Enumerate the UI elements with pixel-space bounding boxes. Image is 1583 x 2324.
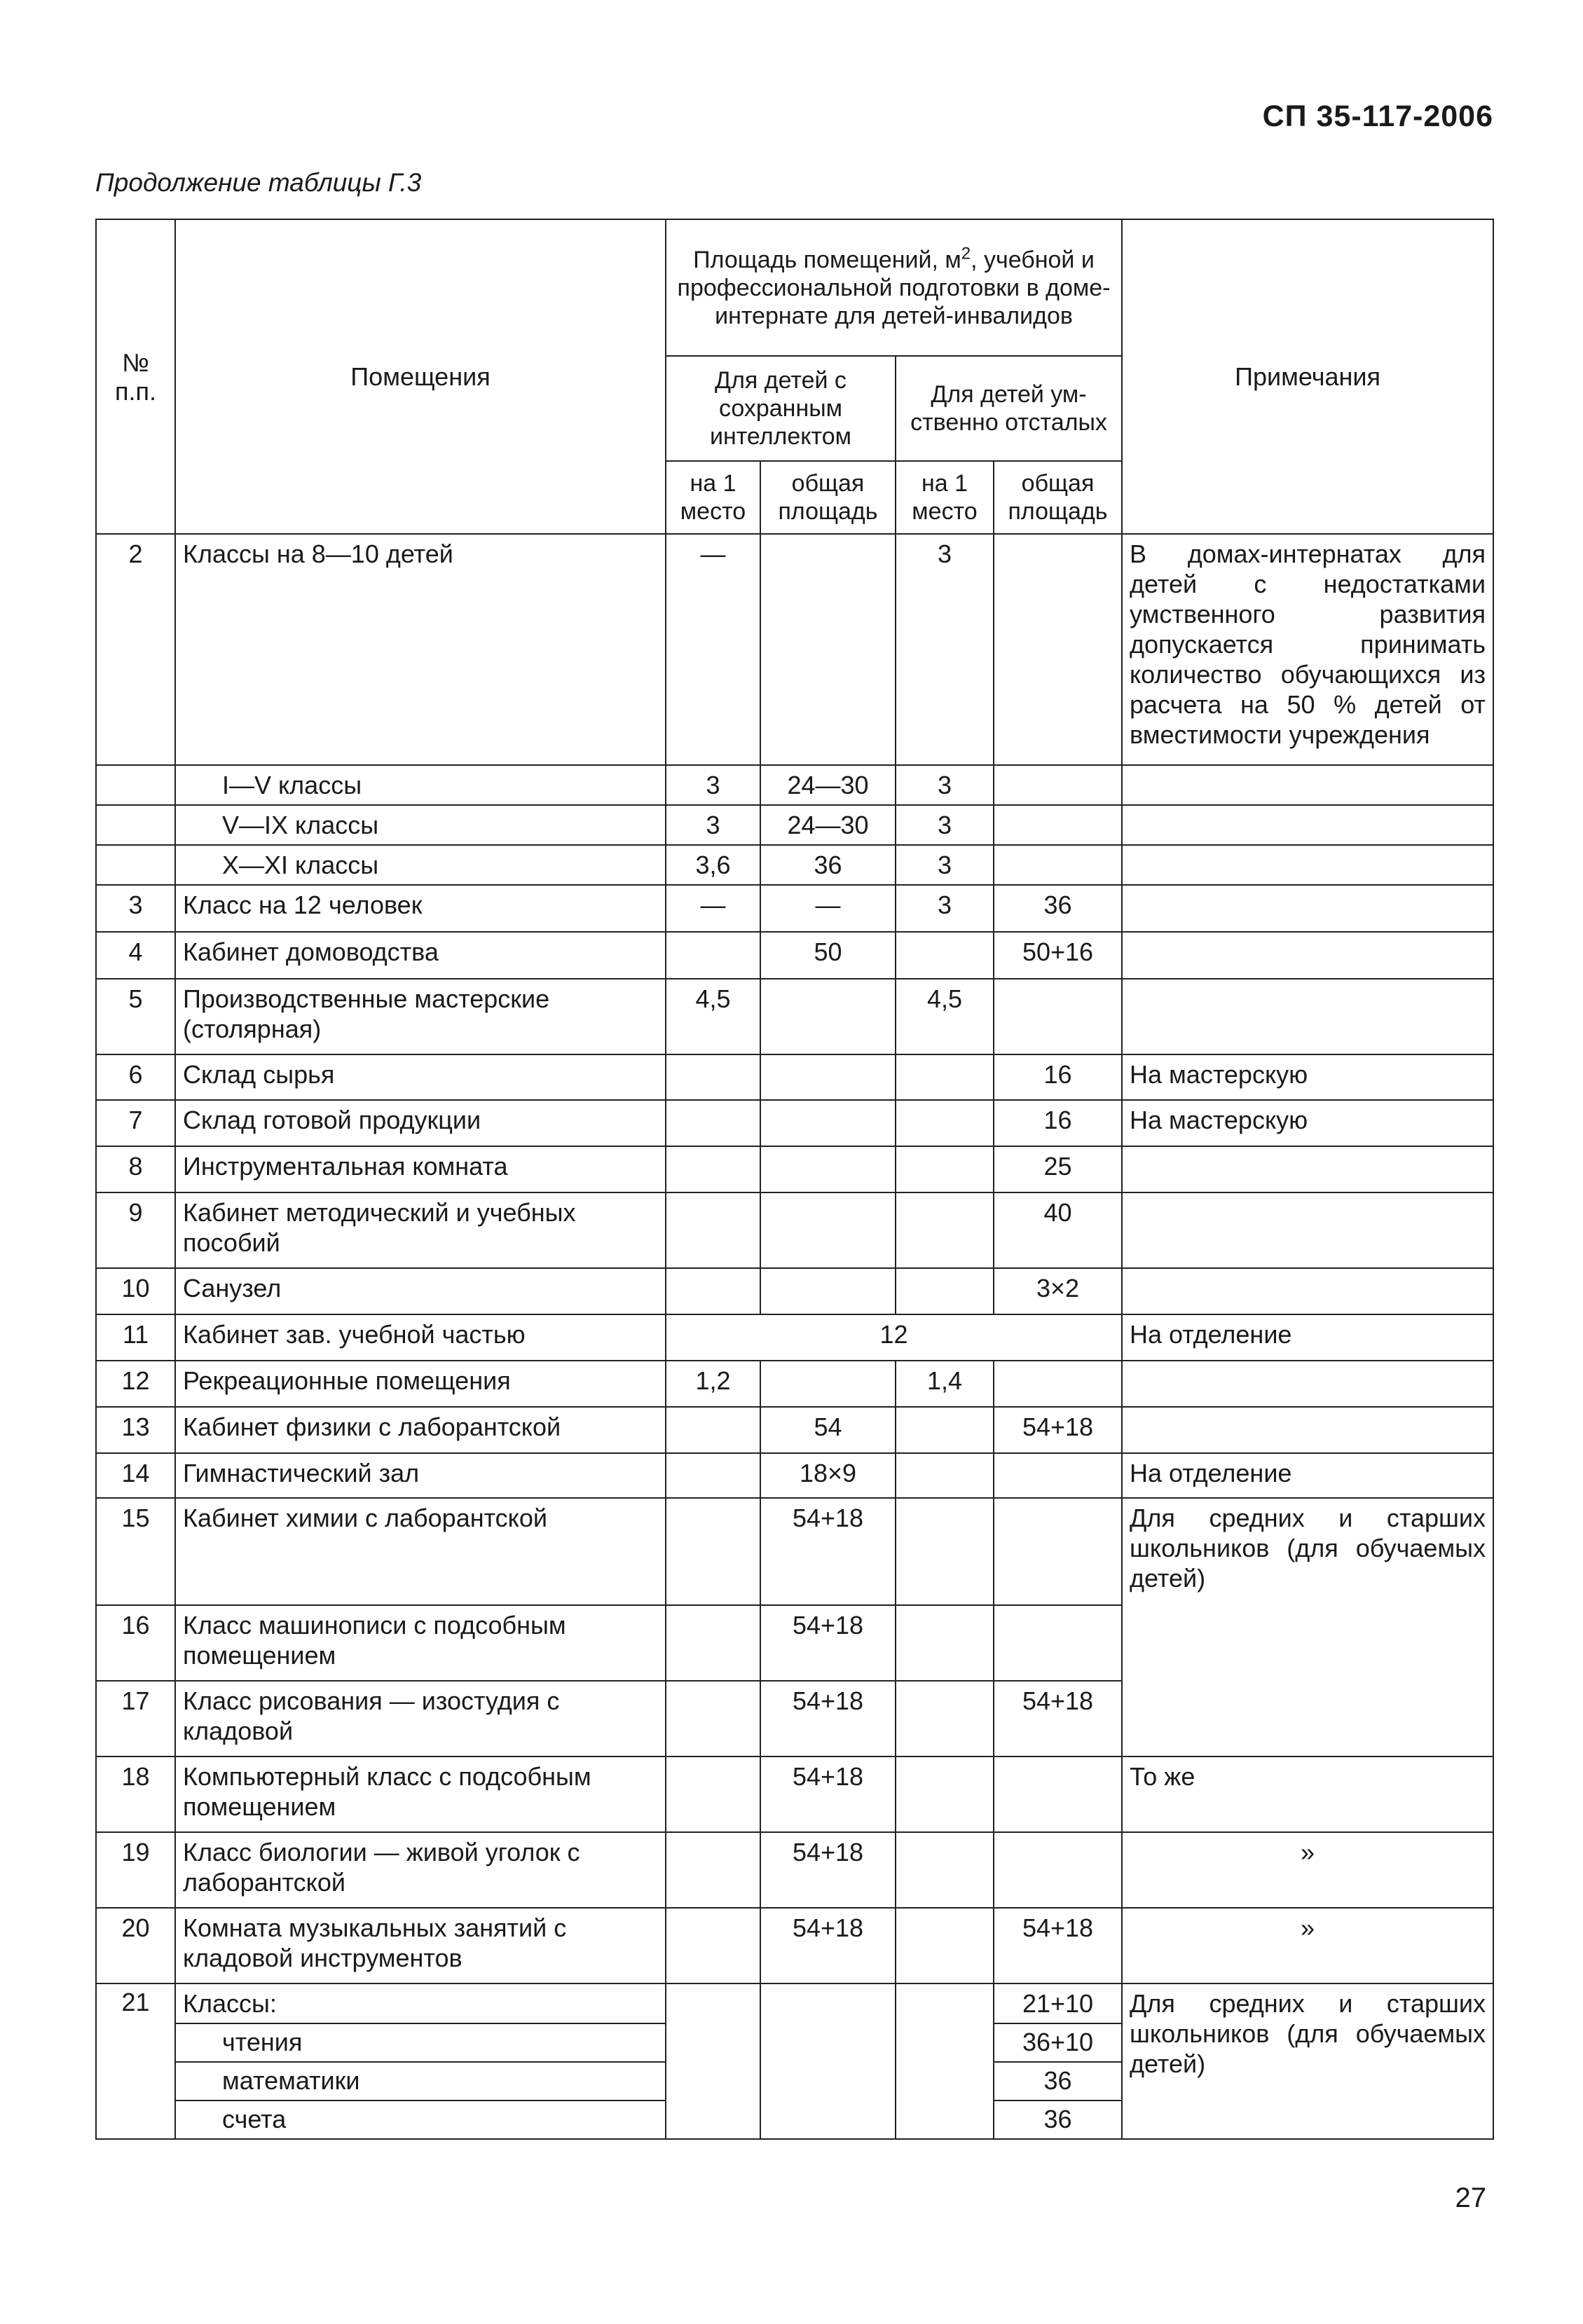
table-row [96, 1983, 1493, 2023]
cell-g2-per-place [896, 1908, 994, 1983]
cell-g2-total [994, 1453, 1122, 1498]
cell-g2-per-place [896, 1605, 994, 1681]
cell-note [1122, 1192, 1493, 1268]
cell-num [96, 805, 175, 845]
cell-g1-per-place [666, 1832, 760, 1908]
header-g2-per-place: на 1 место [896, 461, 994, 534]
table-row [96, 1832, 1493, 1908]
cell-g2-per-place [896, 1983, 994, 2139]
header-rooms: Помещения [175, 219, 666, 534]
cell-note [1122, 932, 1493, 979]
cell-g1-total [760, 1146, 896, 1192]
cell-num: 10 [96, 1268, 175, 1314]
header-area-sup: 2 [961, 244, 971, 263]
cell-room: X—XI классы [175, 845, 666, 885]
cell-num: 4 [96, 932, 175, 979]
cell-g1-total: 54+18 [760, 1498, 896, 1605]
cell-g2-total: 16 [994, 1100, 1122, 1146]
cell-room: Компьютерный класс с подсобным помещением [175, 1756, 666, 1832]
cell-g2-total [994, 765, 1122, 805]
cell-num: 6 [96, 1054, 175, 1100]
cell-room: Кабинет химии с лаборантской [175, 1498, 666, 1605]
cell-num: 19 [96, 1832, 175, 1908]
cell-g1-per-place: — [666, 534, 760, 765]
cell-g2-per-place [896, 1453, 994, 1498]
cell-room: Класс на 12 человек [175, 885, 666, 932]
cell-g1-total [760, 1100, 896, 1146]
cell-g2-total: 16 [994, 1054, 1122, 1100]
cell-note: На мастерскую [1122, 1100, 1493, 1146]
cell-room: Класс биологии — живой уголок с лаборантской [175, 1832, 666, 1908]
cell-g1-total: 24—30 [760, 805, 896, 845]
cell-num: 7 [96, 1100, 175, 1146]
cell-g2-per-place [896, 1268, 994, 1314]
cell-g2-per-place: 3 [896, 885, 994, 932]
cell-merged-area: 12 [666, 1314, 1122, 1361]
cell-num: 8 [96, 1146, 175, 1192]
cell-num: 15 [96, 1498, 175, 1605]
cell-g1-total: 50 [760, 932, 896, 979]
cell-g2-per-place [896, 1054, 994, 1100]
cell-g2-total: 54+18 [994, 1908, 1122, 1983]
table-row [96, 1361, 1493, 1407]
cell-room: Классы на 8—10 детей [175, 534, 666, 765]
cell-g1-per-place [666, 1192, 760, 1268]
cell-g1-per-place [666, 1605, 760, 1681]
header-g1-total-area: общая площадь [760, 461, 896, 534]
cell-room: Санузел [175, 1268, 666, 1314]
header-g2-total-area: общая площадь [994, 461, 1122, 534]
cell-g1-total: 54+18 [760, 1605, 896, 1681]
cell-g1-per-place: 1,2 [666, 1361, 760, 1407]
rooms-area-table [95, 219, 1494, 2140]
cell-g1-per-place: 3,6 [666, 845, 760, 885]
cell-g2-total: 36 [994, 2062, 1122, 2100]
cell-g2-per-place: 4,5 [896, 979, 994, 1054]
table-row [96, 932, 1493, 979]
cell-g2-total: 36 [994, 2100, 1122, 2139]
table-row [96, 1314, 1493, 1361]
cell-g1-per-place [666, 1054, 760, 1100]
cell-note [1122, 765, 1493, 805]
cell-g2-per-place [896, 1498, 994, 1605]
cell-g2-per-place: 3 [896, 805, 994, 845]
cell-num: 13 [96, 1407, 175, 1453]
table-row [96, 1146, 1493, 1192]
cell-g2-total: 40 [994, 1192, 1122, 1268]
cell-g1-per-place [666, 1908, 760, 1983]
header-area-text-b: , учебной и профессиональной подготовки в доме-интернате для детей-инвалидов [677, 246, 1111, 329]
cell-note: Для средних и старших школьников (для обучаемых детей) [1122, 1498, 1493, 1756]
cell-room: Гимнастический зал [175, 1453, 666, 1498]
cell-g2-per-place: 3 [896, 765, 994, 805]
table-row [96, 1498, 1493, 1605]
table-row [96, 885, 1493, 932]
header-group-retarded: Для детей ум-ственно отсталых [896, 356, 1122, 461]
table-row [96, 1908, 1493, 1983]
cell-g2-per-place [896, 1192, 994, 1268]
cell-g2-total [994, 845, 1122, 885]
cell-g2-total [994, 1605, 1122, 1681]
cell-g1-per-place [666, 1983, 760, 2139]
cell-num: 20 [96, 1908, 175, 1983]
cell-g1-total [760, 534, 896, 765]
cell-g2-per-place [896, 1100, 994, 1146]
cell-g2-total [994, 1756, 1122, 1832]
cell-room: Кабинет методический и учебных пособий [175, 1192, 666, 1268]
header-area-text-a: Площадь помещений, м [693, 246, 961, 273]
cell-g2-per-place [896, 932, 994, 979]
cell-g2-total [994, 534, 1122, 765]
cell-g2-per-place [896, 1146, 994, 1192]
table-caption: Продолжение таблицы Г.3 [95, 168, 422, 197]
cell-g1-per-place: 3 [666, 765, 760, 805]
cell-note [1122, 845, 1493, 885]
cell-num: 3 [96, 885, 175, 932]
cell-g2-total [994, 805, 1122, 845]
table-row [96, 1453, 1493, 1498]
cell-g1-total: 18×9 [760, 1453, 896, 1498]
table-row [96, 845, 1493, 885]
cell-g2-total: 21+10 [994, 1983, 1122, 2023]
cell-note [1122, 885, 1493, 932]
cell-room: Инструментальная комната [175, 1146, 666, 1192]
cell-room: Кабинет физики с лаборантской [175, 1407, 666, 1453]
cell-room: Кабинет домоводства [175, 932, 666, 979]
cell-num: 17 [96, 1681, 175, 1756]
cell-num: 9 [96, 1192, 175, 1268]
cell-g2-per-place [896, 1407, 994, 1453]
cell-g1-total: 54+18 [760, 1756, 896, 1832]
cell-room: Класс рисования — изостудия с кладовой [175, 1681, 666, 1756]
cell-g1-total: 36 [760, 845, 896, 885]
cell-g1-per-place: 3 [666, 805, 760, 845]
cell-g2-per-place: 1,4 [896, 1361, 994, 1407]
cell-g1-total: 54 [760, 1407, 896, 1453]
cell-g2-total: 25 [994, 1146, 1122, 1192]
cell-room: Производственные мастерские (столярная) [175, 979, 666, 1054]
cell-num [96, 765, 175, 805]
cell-g1-total: 24—30 [760, 765, 896, 805]
table-row [96, 1192, 1493, 1268]
table-row [96, 1407, 1493, 1453]
cell-note: На отделение [1122, 1453, 1493, 1498]
table-row [96, 765, 1493, 805]
cell-room: математики [175, 2062, 666, 2100]
cell-g2-total: 50+16 [994, 932, 1122, 979]
cell-g1-per-place [666, 1756, 760, 1832]
header-area [666, 219, 1122, 356]
cell-room: Кабинет зав. учебной частью [175, 1314, 666, 1361]
header-notes: Примечания [1122, 219, 1493, 534]
header-g1-per-place: на 1 место [666, 461, 760, 534]
cell-note [1122, 1268, 1493, 1314]
cell-room: I—V классы [175, 765, 666, 805]
cell-g1-total: — [760, 885, 896, 932]
cell-num: 2 [96, 534, 175, 765]
cell-g1-per-place [666, 1407, 760, 1453]
cell-num: 21 [96, 1983, 175, 2139]
table-row [96, 1756, 1493, 1832]
cell-g1-total: 54+18 [760, 1681, 896, 1756]
cell-g1-per-place: 4,5 [666, 979, 760, 1054]
cell-room: чтения [175, 2023, 666, 2062]
table-row [96, 1054, 1493, 1100]
cell-g2-total [994, 1832, 1122, 1908]
cell-g2-total [994, 1361, 1122, 1407]
cell-g2-total [994, 1498, 1122, 1605]
cell-g1-per-place [666, 932, 760, 979]
cell-g1-per-place [666, 1268, 760, 1314]
cell-note: Для средних и старших школьников (для обучаемых детей) [1122, 1983, 1493, 2139]
cell-g1-total [760, 1054, 896, 1100]
cell-g1-total [760, 1192, 896, 1268]
cell-note [1122, 1146, 1493, 1192]
cell-g1-per-place: — [666, 885, 760, 932]
page-number: 27 [1455, 2182, 1486, 2213]
table-row [96, 805, 1493, 845]
cell-num: 5 [96, 979, 175, 1054]
table-row [96, 1100, 1493, 1146]
cell-g2-total: 54+18 [994, 1407, 1122, 1453]
cell-g1-total: 54+18 [760, 1908, 896, 1983]
cell-note: В домах-интернатах для детей с недостатками умственного развития допускается принимать количество обучающихся из расчета на 50 % детей от вместимости учреждения [1122, 534, 1493, 765]
header-row-1 [96, 219, 1493, 356]
cell-g2-total: 36 [994, 885, 1122, 932]
cell-num: 14 [96, 1453, 175, 1498]
cell-room: Склад готовой продукции [175, 1100, 666, 1146]
cell-num [96, 845, 175, 885]
cell-g2-total: 54+18 [994, 1681, 1122, 1756]
cell-note [1122, 979, 1493, 1054]
cell-note [1122, 805, 1493, 845]
cell-num: 18 [96, 1756, 175, 1832]
table-row [96, 534, 1493, 765]
cell-g1-total [760, 1361, 896, 1407]
header-group-normal: Для детей с сохранным интеллектом [666, 356, 896, 461]
cell-g2-total: 3×2 [994, 1268, 1122, 1314]
cell-note: » [1122, 1908, 1493, 1983]
cell-room: V—IX классы [175, 805, 666, 845]
cell-g1-per-place [666, 1498, 760, 1605]
cell-g1-total: 54+18 [760, 1832, 896, 1908]
cell-note: На мастерскую [1122, 1054, 1493, 1100]
cell-g2-per-place: 3 [896, 534, 994, 765]
cell-g1-per-place [666, 1681, 760, 1756]
cell-note [1122, 1407, 1493, 1453]
cell-g2-per-place: 3 [896, 845, 994, 885]
cell-room: Класс машинописи с подсобным помещением [175, 1605, 666, 1681]
cell-room: Комната музыкальных занятий с кладовой инструментов [175, 1908, 666, 1983]
cell-g2-total [994, 979, 1122, 1054]
header-num: № п.п. [96, 219, 175, 534]
cell-g1-per-place [666, 1146, 760, 1192]
cell-g2-per-place [896, 1832, 994, 1908]
cell-num: 11 [96, 1314, 175, 1361]
cell-room: счета [175, 2100, 666, 2139]
cell-g1-total [760, 1983, 896, 2139]
cell-room: Склад сырья [175, 1054, 666, 1100]
cell-g2-per-place [896, 1681, 994, 1756]
cell-g1-per-place [666, 1100, 760, 1146]
cell-num: 12 [96, 1361, 175, 1407]
cell-room: Классы: [175, 1983, 666, 2023]
document-code: СП 35-117-2006 [1262, 99, 1493, 133]
cell-room: Рекреационные помещения [175, 1361, 666, 1407]
cell-g2-total: 36+10 [994, 2023, 1122, 2062]
cell-note: » [1122, 1832, 1493, 1908]
cell-g1-total [760, 979, 896, 1054]
table-row [96, 1268, 1493, 1314]
cell-g2-per-place [896, 1756, 994, 1832]
cell-note [1122, 1361, 1493, 1407]
cell-g1-per-place [666, 1453, 760, 1498]
table-row [96, 979, 1493, 1054]
cell-note: На отделение [1122, 1314, 1493, 1361]
cell-note: То же [1122, 1756, 1493, 1832]
cell-num: 16 [96, 1605, 175, 1681]
cell-g1-total [760, 1268, 896, 1314]
